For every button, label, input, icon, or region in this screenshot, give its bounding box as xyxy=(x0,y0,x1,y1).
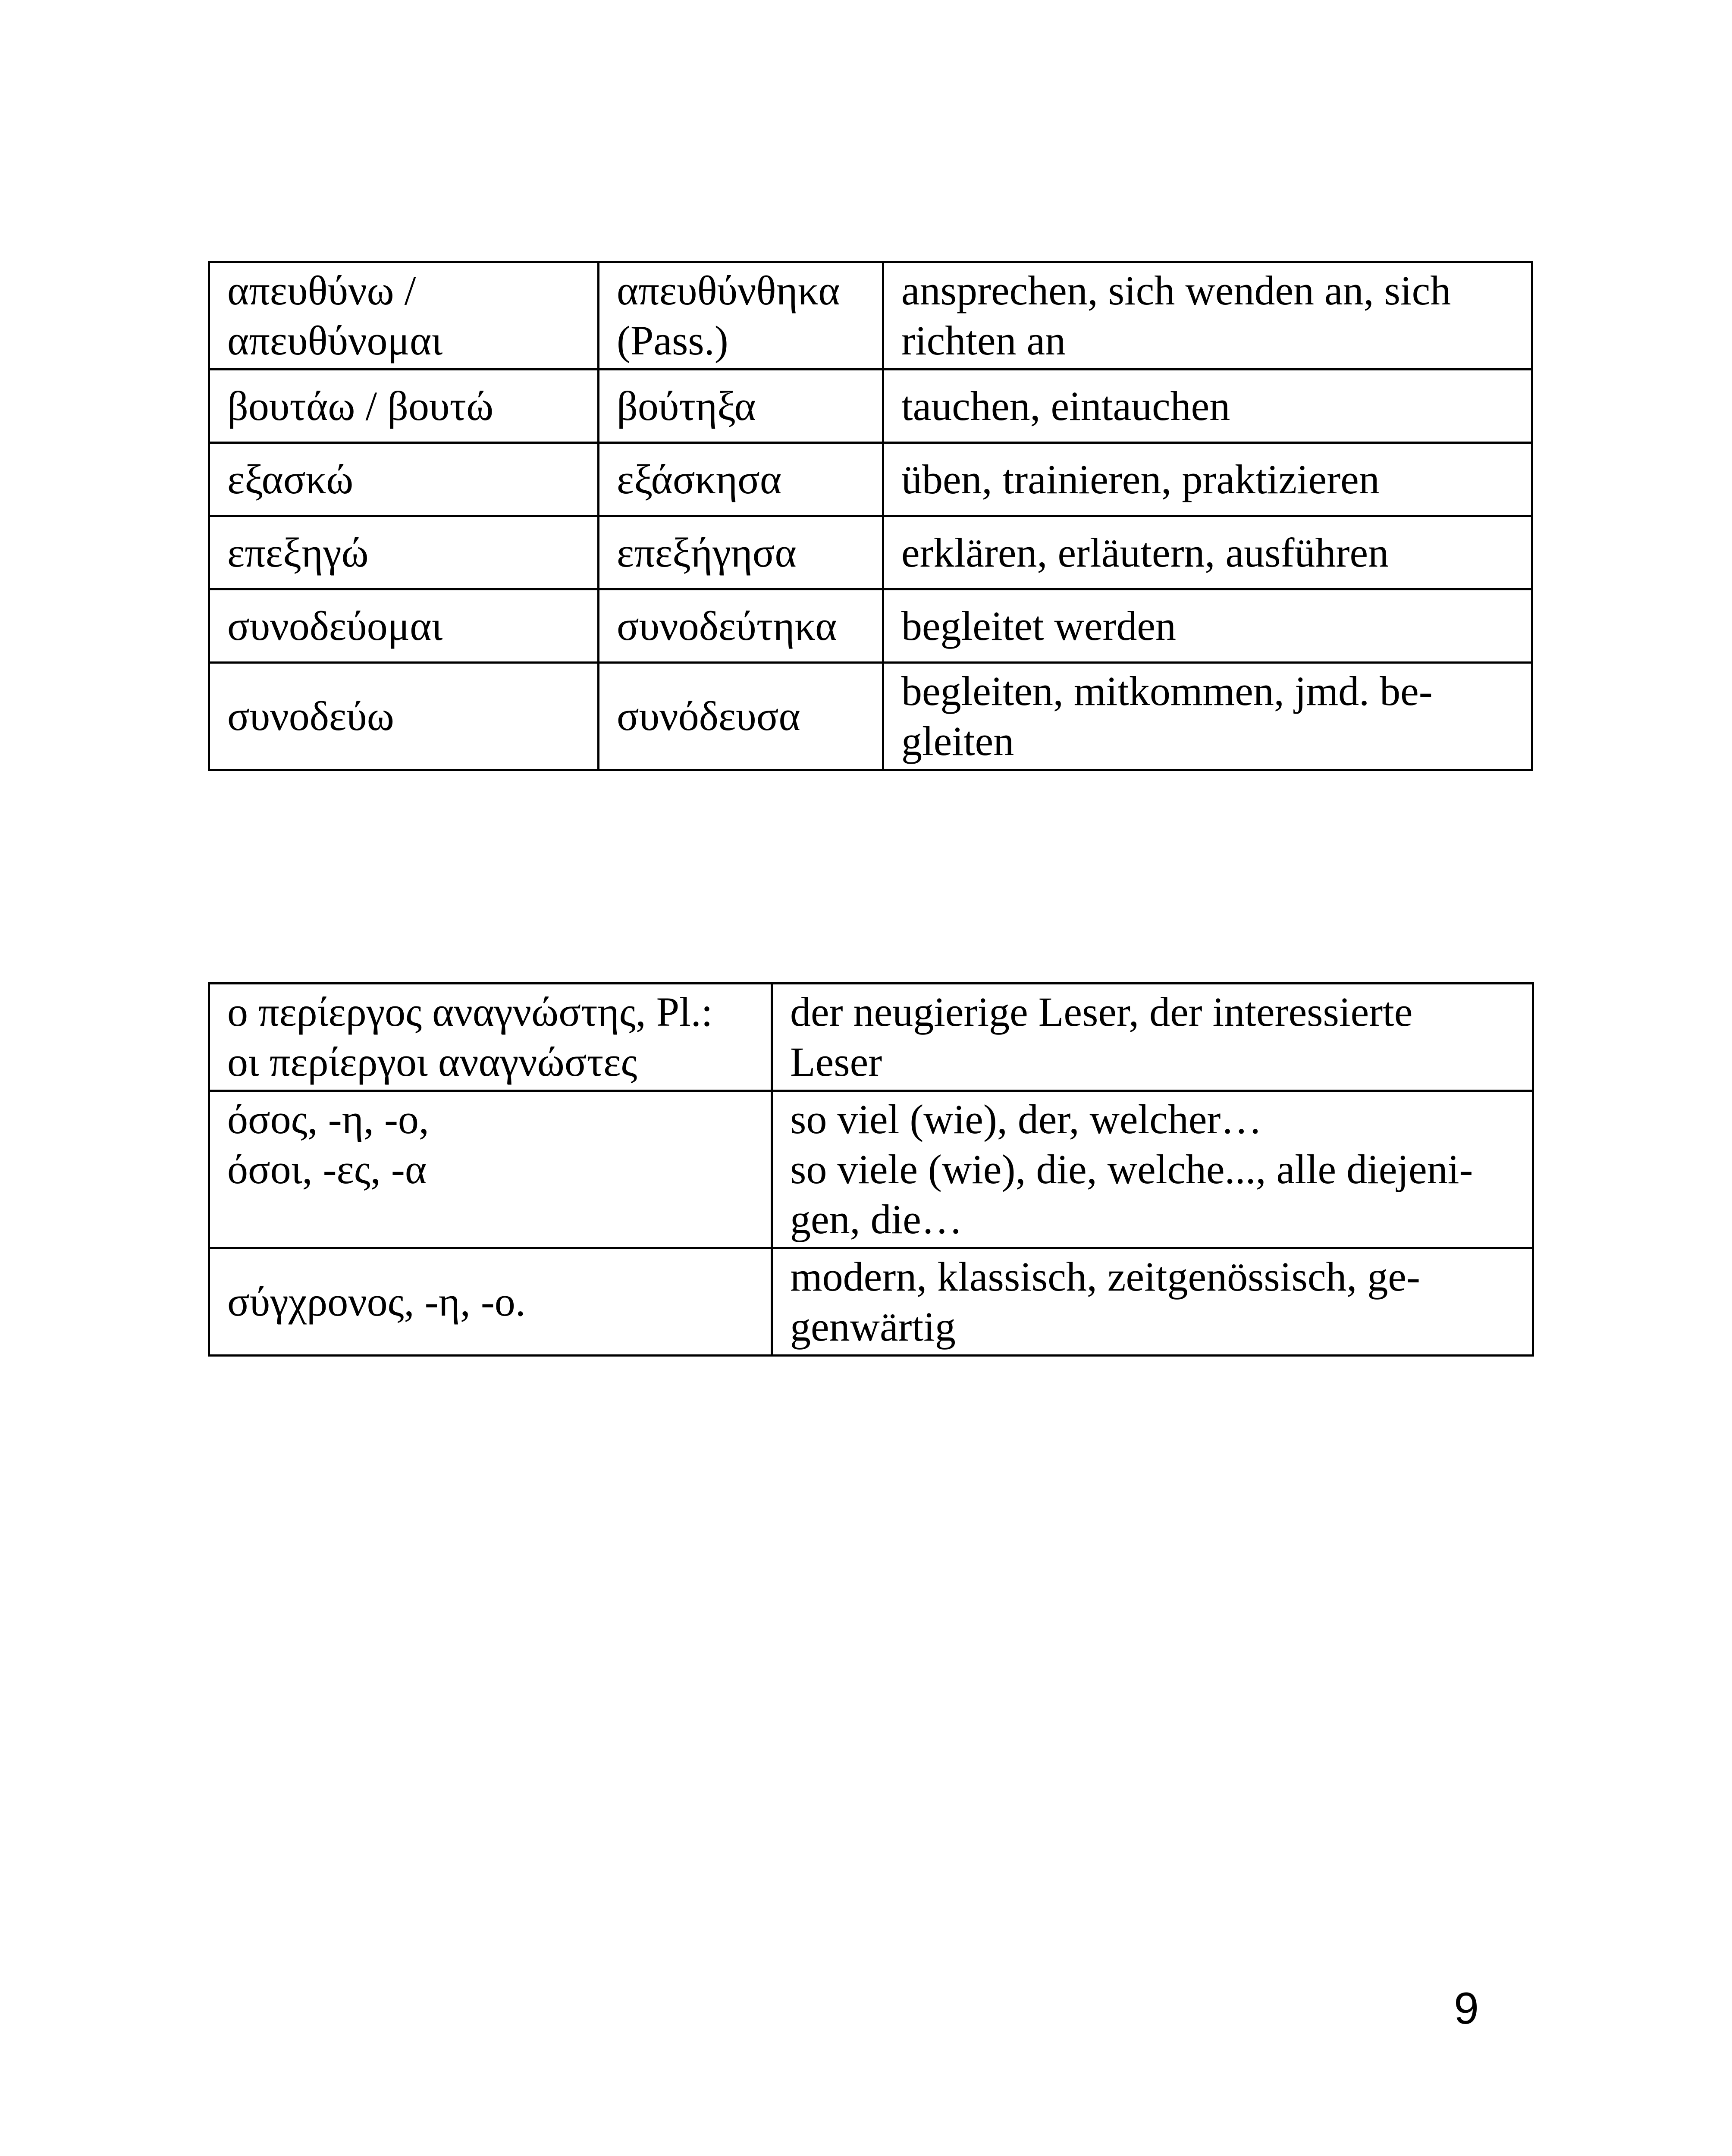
meaning-cell xyxy=(883,262,1532,370)
meaning-text: ansprechen, sich wenden an, sich xyxy=(901,267,1451,313)
meaning-cell xyxy=(772,1248,1533,1356)
aorist-form: συνοδεύτηκα xyxy=(617,602,837,649)
aorist-form: επεξήγησα xyxy=(617,529,797,576)
meaning-text: gleiten xyxy=(901,718,1014,764)
present-form-cell xyxy=(209,443,599,516)
word-vocabulary-table xyxy=(208,982,1534,1357)
aorist-form-cell xyxy=(599,262,883,370)
meaning-text: erklären, erläutern, ausführen xyxy=(901,529,1389,576)
table-row xyxy=(209,262,1532,370)
term-text: ο περίεργος αναγνώστης, Pl.: xyxy=(227,989,713,1035)
meaning-text: begleiten, mitkommen, jmd. be- xyxy=(901,668,1433,714)
meaning-text: der neugierige Leser, der interessierte xyxy=(790,989,1413,1035)
meaning-text: modern, klassisch, zeitgenössisch, ge- xyxy=(790,1253,1420,1300)
table-row xyxy=(209,1091,1533,1248)
present-form-cell xyxy=(209,663,599,770)
aorist-form: βούτηξα xyxy=(617,382,756,429)
verb-vocabulary-table xyxy=(208,261,1533,771)
meaning-text: tauchen, eintauchen xyxy=(901,382,1230,429)
present-form: εξασκώ xyxy=(227,456,354,502)
table-row xyxy=(209,663,1532,770)
table-row xyxy=(209,589,1532,663)
table-row xyxy=(209,1248,1533,1356)
aorist-form: συνόδευσα xyxy=(617,693,800,739)
present-form: συνοδεύομαι xyxy=(227,602,443,649)
meaning-text: begleitet werden xyxy=(901,602,1177,649)
aorist-form: (Pass.) xyxy=(617,317,728,364)
aorist-form-cell xyxy=(599,663,883,770)
aorist-form: εξάσκησα xyxy=(617,456,782,502)
aorist-form: απευθύνθηκα xyxy=(617,267,840,313)
present-form-cell xyxy=(209,370,599,443)
meaning-cell xyxy=(883,443,1532,516)
aorist-form-cell xyxy=(599,516,883,589)
term-cell xyxy=(209,984,772,1091)
meaning-text: üben, trainieren, praktizieren xyxy=(901,456,1380,502)
meaning-cell xyxy=(883,589,1532,663)
meaning-cell xyxy=(772,984,1533,1091)
page-number: 9 xyxy=(1454,1984,1479,2034)
meaning-cell xyxy=(883,370,1532,443)
term-text: οι περίεργοι αναγνώστες xyxy=(227,1039,637,1085)
table-row xyxy=(209,516,1532,589)
meaning-text: richten an xyxy=(901,317,1066,364)
meaning-text: so viele (wie), die, welche..., alle diejeni- xyxy=(790,1146,1473,1192)
term-cell xyxy=(209,1248,772,1356)
present-form-cell xyxy=(209,589,599,663)
aorist-form-cell xyxy=(599,443,883,516)
present-form: βουτάω / βουτώ xyxy=(227,382,494,429)
meaning-cell xyxy=(883,663,1532,770)
aorist-form-cell xyxy=(599,370,883,443)
present-form-cell xyxy=(209,516,599,589)
meaning-text: gen, die… xyxy=(790,1196,963,1242)
meaning-text: Leser xyxy=(790,1039,882,1085)
term-text: όσος, -η, -ο, xyxy=(227,1096,429,1142)
term-text: σύγχρονος, -η, -ο. xyxy=(227,1279,526,1325)
present-form: απευθύνομαι xyxy=(227,317,443,364)
table-row xyxy=(209,370,1532,443)
present-form-cell xyxy=(209,262,599,370)
meaning-text: so viel (wie), der, welcher… xyxy=(790,1096,1262,1142)
term-text: όσοι, -ες, -α xyxy=(227,1146,427,1192)
meaning-cell xyxy=(772,1091,1533,1248)
meaning-cell xyxy=(883,516,1532,589)
meaning-text: genwärtig xyxy=(790,1304,956,1350)
present-form: απευθύνω / xyxy=(227,267,416,313)
present-form: επεξηγώ xyxy=(227,529,369,576)
table-row xyxy=(209,443,1532,516)
table-row xyxy=(209,984,1533,1091)
term-cell xyxy=(209,1091,772,1248)
present-form: συνοδεύω xyxy=(227,693,394,739)
aorist-form-cell xyxy=(599,589,883,663)
